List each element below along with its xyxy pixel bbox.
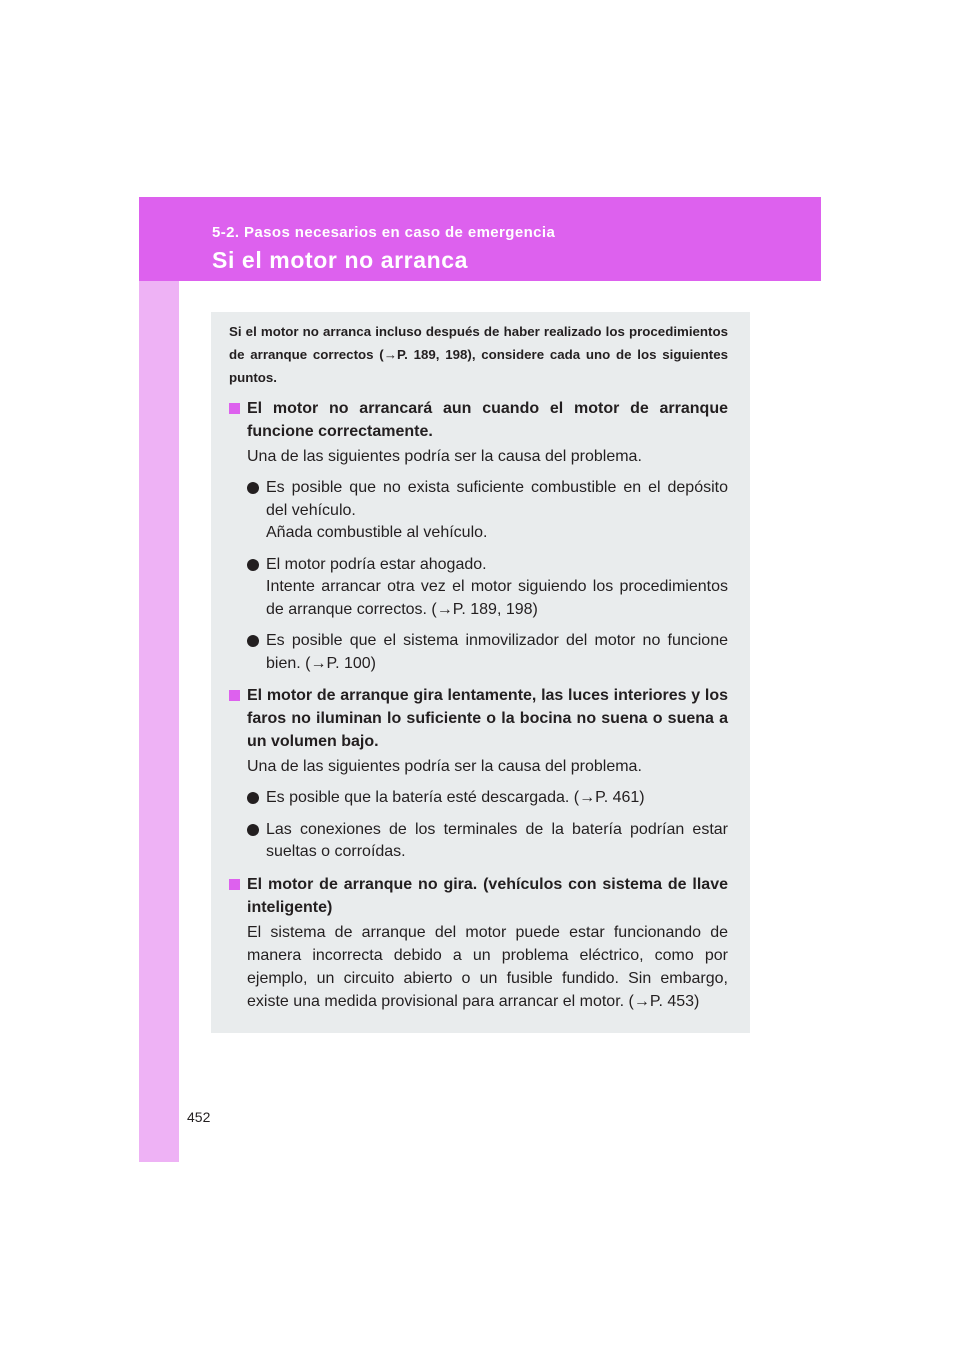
section-text: Una de las siguientes podría ser la causa del problema. bbox=[247, 448, 642, 465]
header-banner bbox=[139, 197, 821, 281]
section-engine-not-start bbox=[229, 397, 728, 675]
intro-text: Si el motor no arranca incluso después de haber realizado los procedimientos de arranque correctos (→P. 189, 198), considere cada uno de los siguientes puntos. bbox=[229, 324, 728, 385]
content-box bbox=[211, 312, 750, 1033]
circle-bullet-icon bbox=[247, 792, 259, 804]
section-text: El sistema de arranque del motor puede estar funcionando de manera incorrecta debido a un problema eléctrico, como por ejemplo, un circuito abierto o un fusible fundido. Sin embargo, existe una medida provisional para arrancar el motor. (→P. 453) bbox=[247, 923, 728, 1010]
section-heading: El motor de arranque gira lentamente, las luces interiores y los faros no iluminan lo suficiente o la bocina no suena o suena a un volumen bajo. bbox=[229, 684, 728, 753]
section-heading: El motor de arranque no gira. (vehículos con sistema de llave inteligente) bbox=[229, 873, 728, 919]
list-item: Es posible que no exista suficiente combustible en el depósito del vehículo. Añada combustible al vehículo. bbox=[247, 477, 728, 545]
section-label: 5-2. Pasos necesarios en caso de emergencia bbox=[212, 224, 556, 241]
circle-bullet-icon bbox=[247, 559, 259, 571]
list-item: Las conexiones de los terminales de la batería podrían estar sueltas o corroídas. bbox=[247, 819, 728, 864]
page-number: 452 bbox=[187, 1109, 211, 1125]
square-bullet-icon bbox=[229, 403, 240, 414]
list-item: El motor podría estar ahogado. Intente arrancar otra vez el motor siguiendo los procedimientos de arranque correctos. (→P. 189, 198) bbox=[247, 554, 728, 622]
list-item: Es posible que la batería esté descargada. (→P. 461) bbox=[247, 787, 728, 810]
section-text: Una de las siguientes podría ser la causa del problema. bbox=[247, 758, 642, 775]
section-starter-slow bbox=[229, 684, 728, 864]
section-starter-not-turn bbox=[229, 873, 728, 1013]
side-color-strip bbox=[139, 197, 179, 1162]
circle-bullet-icon bbox=[247, 635, 259, 647]
page-title: Si el motor no arranca bbox=[212, 247, 469, 273]
circle-bullet-icon bbox=[247, 824, 259, 836]
square-bullet-icon bbox=[229, 690, 240, 701]
square-bullet-icon bbox=[229, 879, 240, 890]
list-item: Es posible que el sistema inmovilizador del motor no funcione bien. (→P. 100) bbox=[247, 630, 728, 675]
section-heading: El motor no arrancará aun cuando el motor de arranque funcione correctamente. bbox=[229, 397, 728, 443]
circle-bullet-icon bbox=[247, 482, 259, 494]
